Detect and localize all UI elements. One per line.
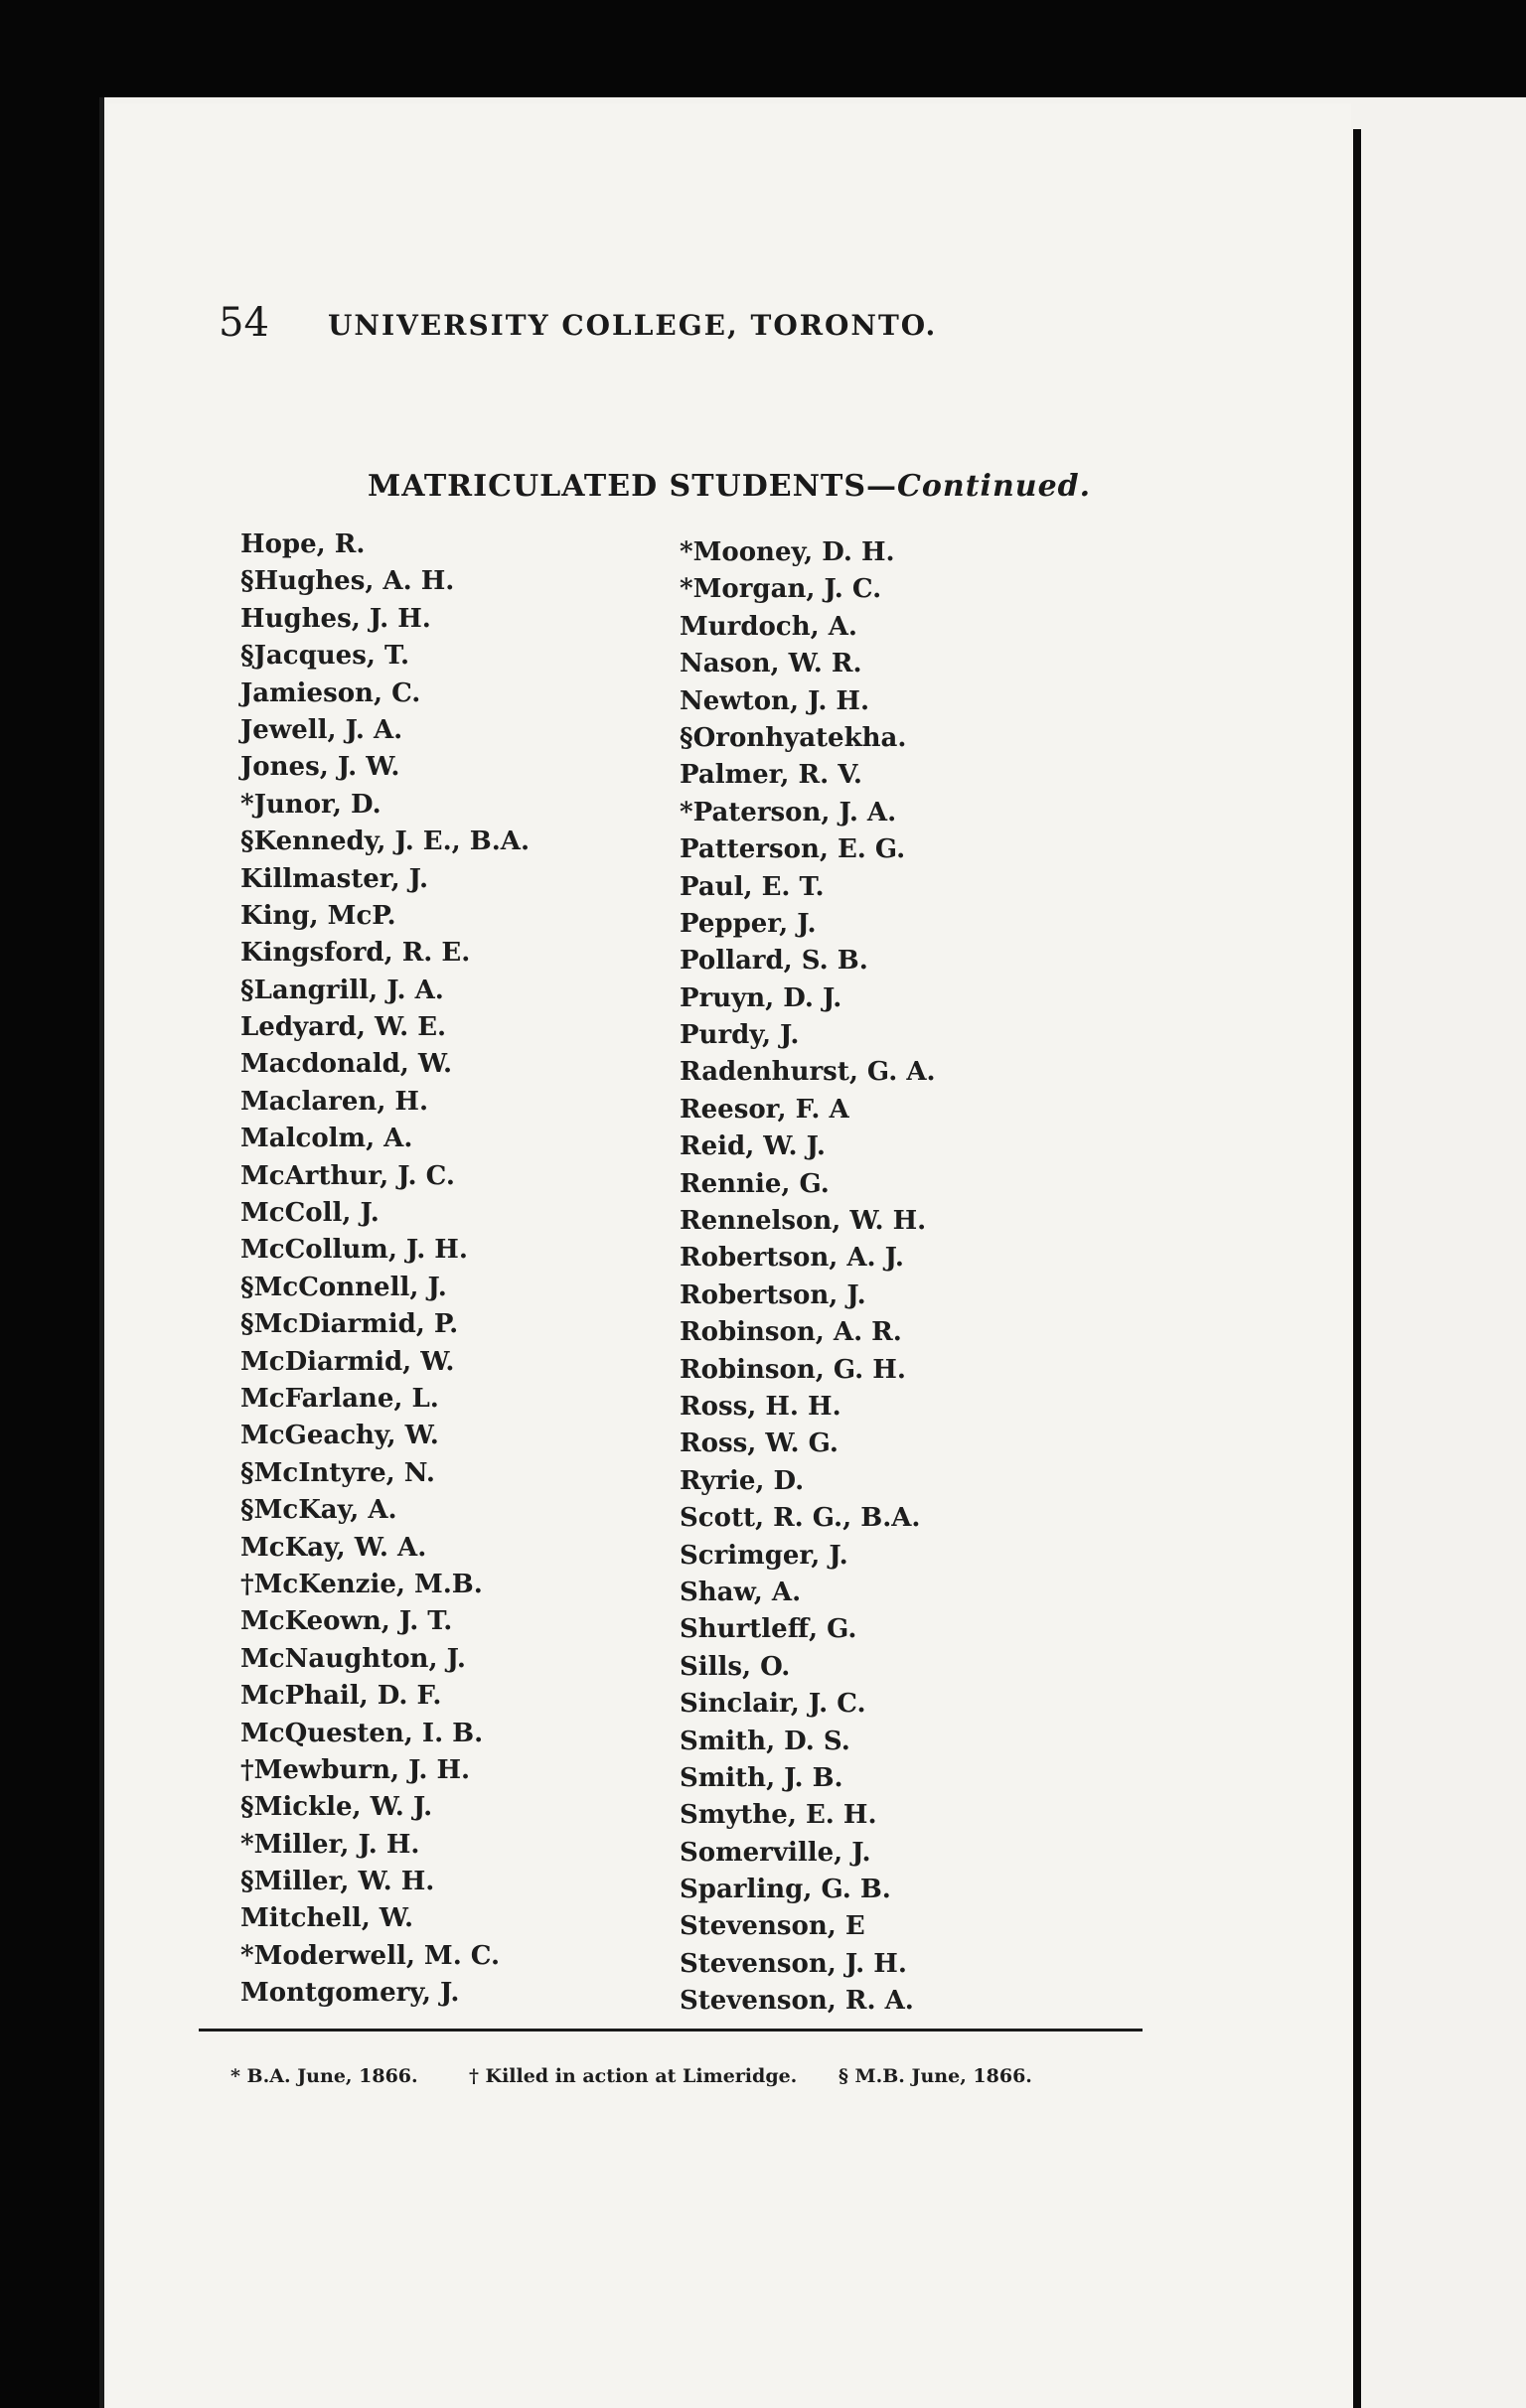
student-name-entry: Patterson, E. G. bbox=[680, 834, 906, 865]
student-name-entry: Somerville, J. bbox=[680, 1837, 871, 1868]
student-name-entry: Newton, J. H. bbox=[680, 685, 870, 716]
left-name-column bbox=[240, 527, 618, 2013]
student-name-entry: Smith, J. B. bbox=[680, 1762, 843, 1793]
student-name-entry: Stevenson, E bbox=[680, 1911, 865, 1942]
student-name-entry: †McKenzie, M.B. bbox=[240, 1569, 483, 1599]
student-name-entry: McCollum, J. H. bbox=[240, 1235, 468, 1266]
student-name-entry: §McIntyre, N. bbox=[240, 1457, 435, 1488]
student-name-entry: Ryrie, D. bbox=[680, 1465, 805, 1496]
student-name-entry: §Kennedy, J. E., B.A. bbox=[240, 827, 531, 857]
student-name-entry: McNaughton, J. bbox=[240, 1643, 466, 1674]
student-name-entry: Robinson, G. H. bbox=[680, 1354, 906, 1385]
right-name-column bbox=[680, 534, 1097, 2021]
student-name-entry: Paul, E. T. bbox=[680, 871, 825, 902]
student-name-entry: †Mewburn, J. H. bbox=[240, 1754, 471, 1785]
student-name-entry: Smith, D. S. bbox=[680, 1726, 850, 1756]
student-name-entry: Rennelson, W. H. bbox=[680, 1206, 927, 1237]
student-name-entry: Rennie, G. bbox=[680, 1168, 830, 1199]
student-name-entry: *Junor, D. bbox=[240, 789, 382, 820]
student-name-entry: Robinson, A. R. bbox=[680, 1317, 902, 1348]
student-name-entry: Kingsford, R. E. bbox=[240, 938, 471, 969]
page-header bbox=[219, 298, 993, 358]
student-name-entry: Mitchell, W. bbox=[240, 1903, 414, 1934]
student-name-entry: Macdonald, W. bbox=[240, 1049, 453, 1080]
student-name-entry: *Paterson, J. A. bbox=[680, 797, 897, 828]
footnote-rule bbox=[199, 2029, 1143, 2032]
student-name-entry: Montgomery, J. bbox=[240, 1978, 460, 2009]
footnote-killed: † Killed in action at Limeridge. bbox=[469, 2065, 798, 2087]
student-name-entry: McKay, W. A. bbox=[240, 1532, 427, 1563]
student-name-entry: Hope, R. bbox=[240, 529, 366, 559]
student-name-entry: §McDiarmid, P. bbox=[240, 1309, 459, 1340]
page-number: 54 bbox=[219, 300, 269, 346]
student-name-entry: Shaw, A. bbox=[680, 1577, 802, 1607]
student-name-entry: Smythe, E. H. bbox=[680, 1800, 877, 1831]
running-head: UNIVERSITY COLLEGE, TORONTO. bbox=[328, 309, 938, 342]
student-name-entry: Jones, J. W. bbox=[240, 752, 400, 783]
student-name-entry: Scott, R. G., B.A. bbox=[680, 1503, 921, 1534]
student-name-entry: Malcolm, A. bbox=[240, 1124, 413, 1154]
student-name-entry: McQuesten, I. B. bbox=[240, 1718, 484, 1748]
student-name-entry: Murdoch, A. bbox=[680, 611, 857, 642]
student-name-entry: Sills, O. bbox=[680, 1651, 791, 1682]
student-name-entry: Hughes, J. H. bbox=[240, 603, 431, 634]
page-gutter-edge bbox=[1353, 129, 1361, 2408]
student-name-entry: §Oronhyatekha. bbox=[680, 722, 907, 753]
student-name-entry: *Mooney, D. H. bbox=[680, 537, 895, 567]
student-name-entry: Pruyn, D. J. bbox=[680, 982, 842, 1013]
section-title-text: MATRICULATED STUDENTS— bbox=[368, 469, 897, 504]
student-name-entry: §McConnell, J. bbox=[240, 1272, 447, 1302]
student-name-entry: §Langrill, J. A. bbox=[240, 975, 444, 1005]
student-name-entry: *Miller, J. H. bbox=[240, 1829, 420, 1860]
student-name-entry: Ledyard, W. E. bbox=[240, 1012, 447, 1043]
student-name-entry: McColl, J. bbox=[240, 1198, 380, 1229]
student-name-entry: Ross, W. G. bbox=[680, 1429, 839, 1459]
student-name-entry: King, McP. bbox=[240, 900, 396, 931]
student-name-entry: *Moderwell, M. C. bbox=[240, 1940, 501, 1971]
student-name-entry: Stevenson, R. A. bbox=[680, 1986, 914, 2017]
student-name-entry: Ross, H. H. bbox=[680, 1391, 841, 1422]
student-name-entry: Jamieson, C. bbox=[240, 677, 421, 708]
student-name-entry: §Jacques, T. bbox=[240, 641, 409, 672]
student-name-entry: §McKay, A. bbox=[240, 1495, 397, 1526]
student-name-entry: McGeachy, W. bbox=[240, 1421, 439, 1451]
footnote-mb: § M.B. June, 1866. bbox=[839, 2065, 1032, 2087]
student-name-entry: Pepper, J. bbox=[680, 908, 817, 939]
student-name-entry: Maclaren, H. bbox=[240, 1086, 429, 1117]
student-name-entry: McPhail, D. F. bbox=[240, 1681, 442, 1712]
student-name-entry: McArthur, J. C. bbox=[240, 1160, 455, 1191]
student-name-entry: Robertson, A. J. bbox=[680, 1243, 904, 1274]
student-name-entry: §Mickle, W. J. bbox=[240, 1792, 433, 1823]
section-title bbox=[368, 465, 1091, 509]
student-name-entry: §Hughes, A. H. bbox=[240, 566, 455, 597]
student-name-entry: Purdy, J. bbox=[680, 1020, 800, 1051]
section-continued-label: Continued. bbox=[897, 469, 1092, 504]
student-name-entry: McKeown, J. T. bbox=[240, 1606, 453, 1637]
footnote-ba: * B.A. June, 1866. bbox=[230, 2065, 418, 2087]
student-name-entry: Stevenson, J. H. bbox=[680, 1948, 907, 1979]
student-name-entry: Jewell, J. A. bbox=[240, 714, 403, 745]
student-name-entry: Radenhurst, G. A. bbox=[680, 1057, 936, 1088]
student-name-entry: *Morgan, J. C. bbox=[680, 574, 882, 605]
student-name-entry: Reesor, F. A bbox=[680, 1094, 849, 1125]
student-name-entry: Shurtleff, G. bbox=[680, 1614, 857, 1645]
student-name-entry: Sinclair, J. C. bbox=[680, 1689, 866, 1720]
student-name-entry: Reid, W. J. bbox=[680, 1131, 826, 1162]
student-name-entry: §Miller, W. H. bbox=[240, 1867, 435, 1897]
student-name-entry: Palmer, R. V. bbox=[680, 760, 862, 791]
student-name-entry: Nason, W. R. bbox=[680, 649, 862, 679]
student-name-entry: Scrimger, J. bbox=[680, 1540, 848, 1571]
student-name-entry: Sparling, G. B. bbox=[680, 1875, 891, 1905]
student-name-entry: McFarlane, L. bbox=[240, 1383, 439, 1414]
student-name-entry: Killmaster, J. bbox=[240, 863, 429, 894]
footnotes bbox=[230, 2058, 1125, 2094]
student-name-entry: Pollard, S. B. bbox=[680, 946, 868, 977]
student-name-entry: McDiarmid, W. bbox=[240, 1346, 455, 1377]
student-name-entry: Robertson, J. bbox=[680, 1279, 866, 1310]
